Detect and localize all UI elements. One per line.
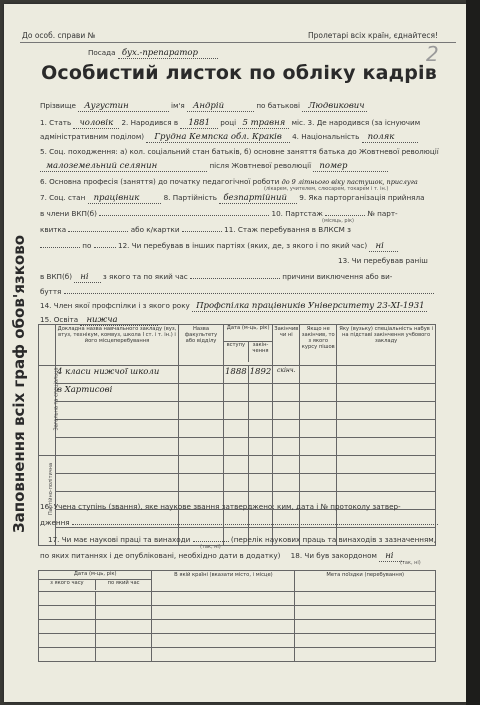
table-row: [39, 474, 436, 492]
position-label: Посада: [88, 48, 116, 57]
sex-value: чоловік: [73, 118, 119, 129]
party-org-label: 9. Яка парторганізація прийняла: [299, 193, 425, 202]
table-row: [39, 438, 436, 456]
col-faculty-header: Назва факультету або відділу: [179, 325, 224, 366]
col-course-header: Якщо не закінчив, то з якого курсу пішов: [300, 325, 337, 366]
abroad-line: [40, 551, 450, 561]
born-day: 5 травня: [238, 118, 289, 129]
candidate-blank: [182, 231, 222, 232]
works-desc2: по яких питаннях і де опубліковані, необхідно дати в додатку): [40, 551, 281, 560]
union-value: Профспілка працівників Університету 23-XI-1931: [192, 301, 426, 312]
party-value: безпартійний: [219, 193, 297, 204]
pencil-mark: 2: [426, 42, 439, 66]
school-cell: [56, 384, 179, 402]
col-start-subheader: вступу: [224, 342, 249, 362]
school-value: 4 класи нижчої школи: [57, 367, 160, 377]
born-year: 1881: [180, 118, 218, 129]
works-desc: (перелік наукових праць та винаходів з зазначенням,: [230, 535, 437, 544]
name-label: ім'я: [170, 101, 185, 110]
col-from-subheader: з якого часу: [39, 580, 96, 590]
degree-blank: [72, 524, 438, 525]
personnel-record-sheet: [4, 4, 466, 702]
table-row: [39, 456, 436, 474]
admin-line: [40, 132, 450, 142]
vkp2-line: [40, 272, 450, 282]
sex-label: 1. Стать: [40, 118, 72, 127]
vkp2-since-label: з якого та по який час: [102, 272, 188, 281]
exclusion-label: причини виключення або ви-: [282, 272, 393, 281]
works-label: 17. Чи має наукові праці та винаходи: [48, 535, 191, 544]
excl2-line: [40, 287, 450, 296]
ticket-label: квитка: [40, 225, 67, 234]
name-value: Андрій: [187, 101, 254, 112]
social-value: працівник: [88, 193, 162, 204]
exclusion-blank: [64, 293, 434, 294]
table-row: [39, 402, 436, 420]
table-row: [39, 366, 436, 384]
abroad-label: 18. Чи був закордоном: [290, 551, 377, 560]
side-instruction: Заповнення всіх граф обов'язково: [10, 234, 28, 534]
born-place-label: міс. 3. Де народився (за існуючим: [291, 118, 421, 127]
profession-note: (лікарем, учителем, слюсарем, токарем і т. ін.): [264, 186, 389, 192]
after-value: помер: [313, 161, 387, 172]
abroad-table-header: [39, 571, 436, 592]
patronymic-value: Людвикович: [302, 101, 366, 112]
abroad-table: [38, 570, 436, 662]
finished-value: скінч.: [277, 367, 296, 374]
works-note: (так, ні): [200, 544, 221, 550]
education-table-header: [39, 325, 436, 366]
origin-value-line: [40, 161, 450, 171]
social-label: 7. Соц. стан: [40, 193, 86, 202]
col-dates-header: Дата (м-ць, рік) вступу закін-чення: [224, 325, 273, 366]
sex-birth-line: [40, 118, 450, 128]
patronymic-label: по батькові: [256, 101, 300, 110]
name-line: [40, 101, 450, 111]
exclusion2-label: буття: [40, 287, 62, 296]
vkp-label: в члени ВКП(б): [40, 209, 97, 218]
table-row: [39, 648, 436, 662]
ticket-line: [40, 225, 450, 234]
col-school-header: Докладна назва навчального закладу (вуз, втуз, технікум, комвуз, школа І ст. і т. ін.) і його місцеперебування: [56, 325, 179, 366]
nationality-value: поляк: [362, 132, 419, 143]
col-end-subheader: закін-чення: [252, 342, 269, 354]
start-cell: [224, 366, 249, 384]
degree2-label: дження: [40, 518, 70, 527]
education-table: [38, 324, 436, 546]
ticket-blank: [68, 231, 128, 232]
union-line: [40, 301, 450, 311]
other-party-label: 12. Чи перебував в інших партіях (яких, де, з якого і по який час): [118, 241, 368, 250]
after-label: після Жовтневої революції: [209, 161, 312, 170]
surname-label: Прізвище: [40, 101, 76, 110]
profession-label: 6. Основна професія (заняття) до початку педагогічної роботи: [40, 177, 280, 186]
group-political: Партійно-політична: [39, 456, 56, 546]
komsomol-from-blank: [40, 247, 80, 248]
abroad-value: ні: [379, 551, 403, 562]
partcard-blank: [325, 215, 365, 216]
other-party-value: ні: [369, 241, 397, 252]
case-number-label: До особ. справи №: [22, 31, 96, 40]
was-before-label: 13. Чи перебував раніш: [338, 256, 428, 265]
abroad-note: (так, ні): [400, 560, 421, 566]
col-country-header: В якій країні (вказати місто, і місце): [152, 571, 295, 592]
surname-value: Аугустин: [78, 101, 169, 112]
end-cell: [248, 366, 273, 384]
school-value-2: в Хартисові: [57, 385, 113, 395]
born-day-label: році: [220, 118, 237, 127]
partcard-label: 10. Партстаж: [271, 209, 323, 218]
education-label: 15. Освіта: [40, 315, 79, 324]
table-row: [39, 606, 436, 620]
komsomol-label: 11. Стаж перебування в ВЛКСМ з: [224, 225, 351, 234]
start-value: 1888: [225, 367, 247, 377]
vkp2-value: ні: [74, 272, 100, 283]
profession-line: [40, 177, 450, 186]
origin-value: малоземельний селянин: [40, 161, 207, 172]
end-value: 1892: [249, 367, 272, 377]
union-label: 14. Член якої профспілки і з якого року: [40, 301, 190, 310]
degree2-line: [40, 518, 450, 527]
vkp2-label: в ВКП(б): [40, 272, 72, 281]
col-to-subheader: по який час: [107, 580, 140, 586]
nationality-label: 4. Національність: [292, 132, 360, 141]
position-line: [88, 48, 480, 58]
col-finished-header: Закінчив чи ні: [273, 325, 300, 366]
slogan: Пролетарі всіх країн, єднайтеся!: [308, 31, 438, 40]
profession-value: до 9 літнього віку пастушок, прислуга: [281, 178, 418, 186]
degree-line: 16. Учена ступінь (звання), яке наукове звання затверджено: ким, дата і № протоколу затвер-: [40, 502, 401, 511]
course-cell: [300, 366, 337, 384]
position-value: бух.-препаратор: [118, 48, 218, 59]
education-value: нижча: [80, 315, 157, 326]
social-line: [40, 193, 450, 203]
group-general: Загальна та спеціальна: [39, 366, 56, 456]
group-header-blank: [39, 325, 56, 366]
works-blank: [193, 541, 229, 542]
candidate-label: або к/картки: [130, 225, 180, 234]
born-label: 2. Народився в: [121, 118, 179, 127]
faculty-cell: [179, 366, 224, 384]
table-row: [39, 634, 436, 648]
table-row: [39, 420, 436, 438]
vkp-blank: [99, 215, 269, 216]
scan-edge: [466, 0, 480, 705]
works-line: [48, 535, 458, 544]
admin-value: Грудна Кемпска обл. Краків: [146, 132, 289, 143]
specialty-cell: [337, 366, 436, 384]
table-row: [39, 620, 436, 634]
school-cell: [56, 366, 179, 384]
page-title: Особистий листок по обліку кадрів: [41, 62, 437, 84]
finished-cell: [273, 366, 300, 384]
admin-label: адміністративним поділом): [40, 132, 145, 141]
col-purpose-header: Мета поїздки (перебування): [295, 571, 436, 592]
partcard-no-label: № парт-: [367, 209, 398, 218]
other-party-line: [40, 241, 450, 251]
to-label: по: [82, 241, 92, 250]
table-row: [39, 384, 436, 402]
vkp2-since-blank: [190, 278, 280, 279]
partcard-note: (місяць, рік): [322, 218, 354, 224]
party-label: 8. Партійність: [163, 193, 218, 202]
header-divider: [20, 42, 456, 43]
table-row: [39, 592, 436, 606]
vkp-line: [40, 209, 450, 218]
komsomol-to-blank: [94, 247, 116, 248]
col-abroad-dates-header: Дата (м-ць, рік) з якого часу по який час: [39, 571, 152, 592]
col-specialty-header: Яку (вузьку) спеціальність набув і на підставі закінчення учбового закладу: [337, 325, 436, 366]
origin-line: 5. Соц. походження: а) кол. соціальний стан батьків, б) основне заняття батька до Жовтневої революції: [40, 147, 439, 156]
